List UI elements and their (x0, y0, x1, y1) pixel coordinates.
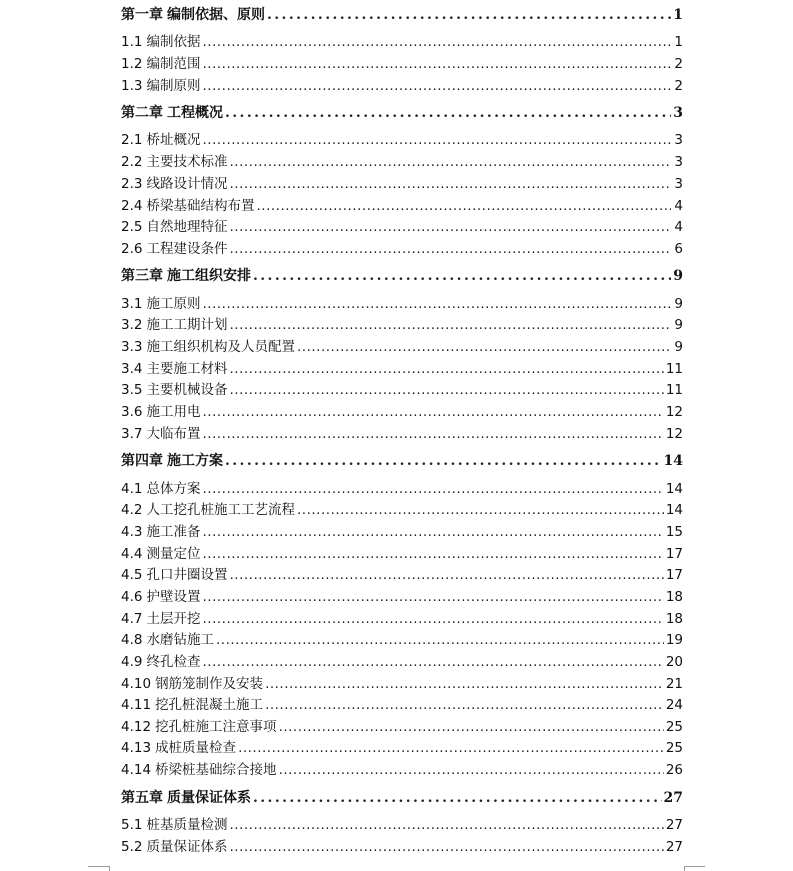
page-corner-mark-right-vertical (684, 866, 685, 871)
toc-section-entry[interactable] (121, 317, 683, 333)
toc-entry-label (121, 296, 200, 312)
toc-entry-title: 挖孔桩混凝土施工 (155, 697, 264, 713)
toc-entry-title: 挖孔桩施工注意事项 (155, 719, 277, 735)
toc-entry-label (121, 817, 227, 833)
toc-section-entry[interactable] (121, 524, 683, 540)
toc-leader-dots (279, 762, 664, 778)
toc-section-entry[interactable] (121, 817, 683, 833)
toc-entry-number: 4.7 (121, 611, 143, 627)
toc-entry-number: 2.6 (121, 241, 143, 257)
toc-page-number: 21 (665, 676, 683, 692)
toc-leader-dots (238, 740, 664, 756)
toc-section-entry[interactable] (121, 654, 683, 670)
toc-page-number: 20 (665, 654, 683, 670)
toc-page-number: 9 (674, 296, 683, 312)
toc-leader-dots (229, 382, 663, 398)
toc-entry-label (121, 790, 251, 806)
toc-leader-dots (202, 654, 663, 670)
toc-chapter-entry[interactable] (121, 790, 683, 806)
toc-section-entry[interactable] (121, 676, 683, 692)
toc-section-entry[interactable] (121, 589, 683, 605)
toc-page-number: 3 (674, 154, 683, 170)
toc-entry-label (121, 589, 200, 605)
toc-entry-number: 4.2 (121, 502, 143, 518)
toc-entry-number: 4.13 (121, 740, 152, 756)
toc-entry-number: 2.3 (121, 176, 143, 192)
toc-section-entry[interactable] (121, 296, 683, 312)
toc-entry-number: 第四章 (121, 453, 163, 469)
toc-entry-label (121, 502, 295, 518)
toc-page-number: 2 (674, 78, 683, 94)
toc-entry-label (121, 676, 263, 692)
toc-leader-dots (202, 481, 663, 497)
toc-entry-label (121, 317, 227, 333)
toc-entry-label (121, 154, 227, 170)
toc-page-number: 25 (665, 719, 683, 735)
toc-entry-title: 工程概况 (167, 105, 223, 121)
toc-entry-number: 3.3 (121, 339, 143, 355)
toc-entry-number: 4.11 (121, 697, 152, 713)
toc-entry-number: 3.1 (121, 296, 143, 312)
toc-entry-title: 施工组织安排 (167, 268, 251, 284)
toc-section-entry[interactable] (121, 176, 683, 192)
toc-page-number: 1 (673, 7, 683, 23)
toc-leader-dots (202, 132, 671, 148)
toc-entry-number: 第五章 (121, 790, 163, 806)
toc-entry-title: 桥址概况 (146, 132, 201, 148)
toc-section-entry[interactable] (121, 426, 683, 442)
toc-entry-title: 编制范围 (146, 56, 201, 72)
toc-entry-number: 2.2 (121, 154, 143, 170)
toc-entry-label (121, 481, 200, 497)
toc-leader-dots (229, 219, 671, 235)
toc-entry-number: 4.12 (121, 719, 152, 735)
toc-entry-number: 4.4 (121, 546, 143, 562)
toc-entry-title: 施工工期计划 (146, 317, 228, 333)
toc-leader-dots (202, 589, 663, 605)
toc-section-entry[interactable] (121, 404, 683, 420)
toc-entry-label (121, 740, 236, 756)
toc-page-number: 4 (674, 198, 683, 214)
toc-entry-title: 施工用电 (146, 404, 201, 420)
toc-entry-label (121, 762, 277, 778)
toc-page-number: 15 (665, 524, 683, 540)
toc-chapter-entry[interactable] (121, 105, 683, 121)
toc-page-number: 27 (665, 839, 683, 855)
toc-leader-dots (256, 198, 671, 214)
toc-entry-title: 主要机械设备 (146, 382, 228, 398)
toc-page-number: 18 (665, 611, 683, 627)
toc-entry-number: 5.1 (121, 817, 143, 833)
toc-page-number: 18 (665, 589, 683, 605)
toc-page-number: 24 (665, 697, 683, 713)
toc-entry-title: 工程建设条件 (146, 241, 228, 257)
toc-entry-number: 1.2 (121, 56, 143, 72)
toc-entry-number: 第一章 (121, 7, 163, 23)
toc-entry-label (121, 426, 200, 442)
toc-page-number: 3 (674, 132, 683, 148)
toc-leader-dots (202, 34, 671, 50)
toc-leader-dots (229, 241, 671, 257)
toc-entry-label (121, 632, 214, 648)
toc-leader-dots (202, 611, 663, 627)
toc-entry-label (121, 105, 223, 121)
toc-entry-label (121, 453, 223, 469)
toc-leader-dots (267, 7, 671, 23)
toc-page-number: 9 (674, 339, 683, 355)
toc-entry-title: 施工原则 (146, 296, 201, 312)
toc-page-number: 12 (665, 426, 683, 442)
toc-entry-label (121, 719, 277, 735)
toc-entry-title: 施工组织机构及人员配置 (146, 339, 295, 355)
toc-entry-number: 3.7 (121, 426, 143, 442)
toc-page-number: 3 (673, 105, 683, 121)
toc-entry-number: 1.3 (121, 78, 143, 94)
toc-entry-number: 3.5 (121, 382, 143, 398)
toc-chapter-entry[interactable] (121, 453, 683, 469)
toc-entry-title: 线路设计情况 (146, 176, 228, 192)
toc-leader-dots (253, 268, 671, 284)
toc-leader-dots (229, 361, 663, 377)
toc-leader-dots (202, 426, 663, 442)
toc-leader-dots (202, 56, 671, 72)
toc-leader-dots (202, 404, 663, 420)
toc-leader-dots (229, 176, 671, 192)
toc-entry-number: 4.10 (121, 676, 152, 692)
toc-entry-number: 3.6 (121, 404, 143, 420)
toc-leader-dots (229, 567, 663, 583)
toc-leader-dots (229, 317, 671, 333)
toc-entry-title: 护壁设置 (146, 589, 201, 605)
toc-entry-label (121, 382, 227, 398)
toc-entry-label (121, 404, 200, 420)
toc-page-number: 12 (665, 404, 683, 420)
toc-page-number: 25 (665, 740, 683, 756)
toc-entry-title: 自然地理特征 (146, 219, 228, 235)
toc-entry-label (121, 546, 200, 562)
toc-page-number: 1 (674, 34, 683, 50)
toc-section-entry[interactable] (121, 339, 683, 355)
toc-entry-title: 桩基质量检测 (146, 817, 228, 833)
toc-entry-label (121, 241, 227, 257)
toc-page-number: 11 (665, 361, 683, 377)
toc-entry-title: 水磨钻施工 (146, 632, 214, 648)
toc-section-entry[interactable] (121, 567, 683, 583)
toc-entry-title: 人工挖孔桩施工工艺流程 (146, 502, 295, 518)
toc-entry-number: 4.3 (121, 524, 143, 540)
toc-entry-number: 4.8 (121, 632, 143, 648)
toc-section-entry[interactable] (121, 241, 683, 257)
toc-section-entry[interactable] (121, 154, 683, 170)
toc-page-number: 2 (674, 56, 683, 72)
toc-entry-title: 主要施工材料 (146, 361, 228, 377)
toc-leader-dots (279, 719, 664, 735)
toc-section-entry[interactable] (121, 481, 683, 497)
toc-entry-title: 编制原则 (146, 78, 201, 94)
toc-section-entry[interactable] (121, 56, 683, 72)
toc-entry-number: 3.2 (121, 317, 143, 333)
toc-entry-label (121, 654, 200, 670)
toc-page-number: 11 (665, 382, 683, 398)
toc-entry-number: 第二章 (121, 105, 163, 121)
toc-entry-number: 第三章 (121, 268, 163, 284)
toc-entry-title: 测量定位 (146, 546, 201, 562)
toc-page-number: 6 (674, 241, 683, 257)
toc-entry-number: 4.14 (121, 762, 152, 778)
toc-page-number: 14 (663, 453, 683, 469)
toc-section-entry[interactable] (121, 361, 683, 377)
toc-page-number: 19 (665, 632, 683, 648)
toc-section-entry[interactable] (121, 740, 683, 756)
toc-leader-dots (202, 296, 671, 312)
toc-entry-title: 质量保证体系 (146, 839, 228, 855)
toc-entry-label (121, 567, 227, 583)
toc-entry-label (121, 268, 251, 284)
toc-page-number: 14 (665, 502, 683, 518)
toc-entry-label (121, 361, 227, 377)
toc-leader-dots (265, 676, 664, 692)
toc-entry-label (121, 34, 200, 50)
toc-leader-dots (225, 453, 662, 469)
page-corner-mark-left-vertical (109, 866, 110, 871)
toc-chapter-entry[interactable] (121, 7, 683, 23)
toc-entry-title: 终孔检查 (146, 654, 201, 670)
toc-section-entry[interactable] (121, 132, 683, 148)
toc-entry-title: 桥梁基础结构布置 (146, 198, 255, 214)
toc-section-entry[interactable] (121, 502, 683, 518)
toc-section-entry[interactable] (121, 382, 683, 398)
toc-entry-title: 质量保证体系 (167, 790, 251, 806)
toc-page-number: 9 (673, 268, 683, 284)
toc-entry-number: 2.1 (121, 132, 143, 148)
toc-entry-number: 4.5 (121, 567, 143, 583)
toc-entry-label (121, 611, 200, 627)
toc-section-entry[interactable] (121, 219, 683, 235)
toc-entry-title: 孔口井圈设置 (146, 567, 228, 583)
toc-section-entry[interactable] (121, 839, 683, 855)
toc-entry-title: 大临布置 (146, 426, 201, 442)
toc-entry-title: 主要技术标准 (146, 154, 228, 170)
toc-leader-dots (297, 502, 664, 518)
toc-leader-dots (202, 524, 663, 540)
toc-page-number: 9 (674, 317, 683, 333)
toc-entry-title: 成桩质量检查 (155, 740, 237, 756)
toc-leader-dots (216, 632, 664, 648)
toc-entry-number: 1.1 (121, 34, 143, 50)
toc-entry-label (121, 839, 227, 855)
toc-leader-dots (229, 154, 671, 170)
toc-entry-title: 编制依据 (146, 34, 201, 50)
toc-leader-dots (297, 339, 671, 355)
toc-section-entry[interactable] (121, 697, 683, 713)
toc-entry-label (121, 7, 265, 23)
toc-entry-number: 2.4 (121, 198, 143, 214)
toc-section-entry[interactable] (121, 546, 683, 562)
toc-section-entry[interactable] (121, 719, 683, 735)
toc-entry-title: 土层开挖 (146, 611, 201, 627)
toc-entry-title: 施工方案 (167, 453, 223, 469)
toc-page-number: 4 (674, 219, 683, 235)
toc-leader-dots (253, 790, 662, 806)
toc-entry-label (121, 339, 295, 355)
toc-entry-label (121, 219, 227, 235)
toc-entry-label (121, 132, 200, 148)
toc-page-number: 27 (665, 817, 683, 833)
toc-entry-number: 4.9 (121, 654, 143, 670)
toc-leader-dots (202, 78, 671, 94)
toc-entry-label (121, 524, 200, 540)
toc-entry-title: 桥梁桩基础综合接地 (155, 762, 277, 778)
toc-leader-dots (229, 817, 663, 833)
toc-entry-title: 总体方案 (146, 481, 201, 497)
toc-chapter-entry[interactable] (121, 268, 683, 284)
toc-entry-title: 钢筋笼制作及安装 (155, 676, 264, 692)
page-corner-mark-right (684, 866, 705, 867)
toc-entry-number: 2.5 (121, 219, 143, 235)
toc-entry-label (121, 78, 200, 94)
toc-page-number: 27 (663, 790, 683, 806)
toc-leader-dots (202, 546, 663, 562)
toc-entry-label (121, 56, 200, 72)
toc-section-entry[interactable] (121, 34, 683, 50)
toc-entry-title: 编制依据、原则 (167, 7, 265, 23)
toc-entry-number: 4.1 (121, 481, 143, 497)
toc-section-entry[interactable] (121, 198, 683, 214)
toc-section-entry[interactable] (121, 78, 683, 94)
toc-page-number: 17 (665, 546, 683, 562)
toc-entry-label (121, 697, 263, 713)
toc-leader-dots (225, 105, 671, 121)
toc-page-number: 3 (674, 176, 683, 192)
toc-leader-dots (229, 839, 663, 855)
toc-entry-number: 5.2 (121, 839, 143, 855)
toc-leader-dots (265, 697, 664, 713)
toc-entry-number: 4.6 (121, 589, 143, 605)
toc-entry-label (121, 176, 227, 192)
toc-entry-number: 3.4 (121, 361, 143, 377)
toc-section-entry[interactable] (121, 632, 683, 648)
toc-page-number: 14 (665, 481, 683, 497)
toc-section-entry[interactable] (121, 762, 683, 778)
toc-page-number: 17 (665, 567, 683, 583)
page-corner-mark-left (88, 866, 109, 867)
toc-entry-label (121, 198, 254, 214)
toc-entry-title: 施工准备 (146, 524, 201, 540)
toc-page-number: 26 (665, 762, 683, 778)
toc-section-entry[interactable] (121, 611, 683, 627)
